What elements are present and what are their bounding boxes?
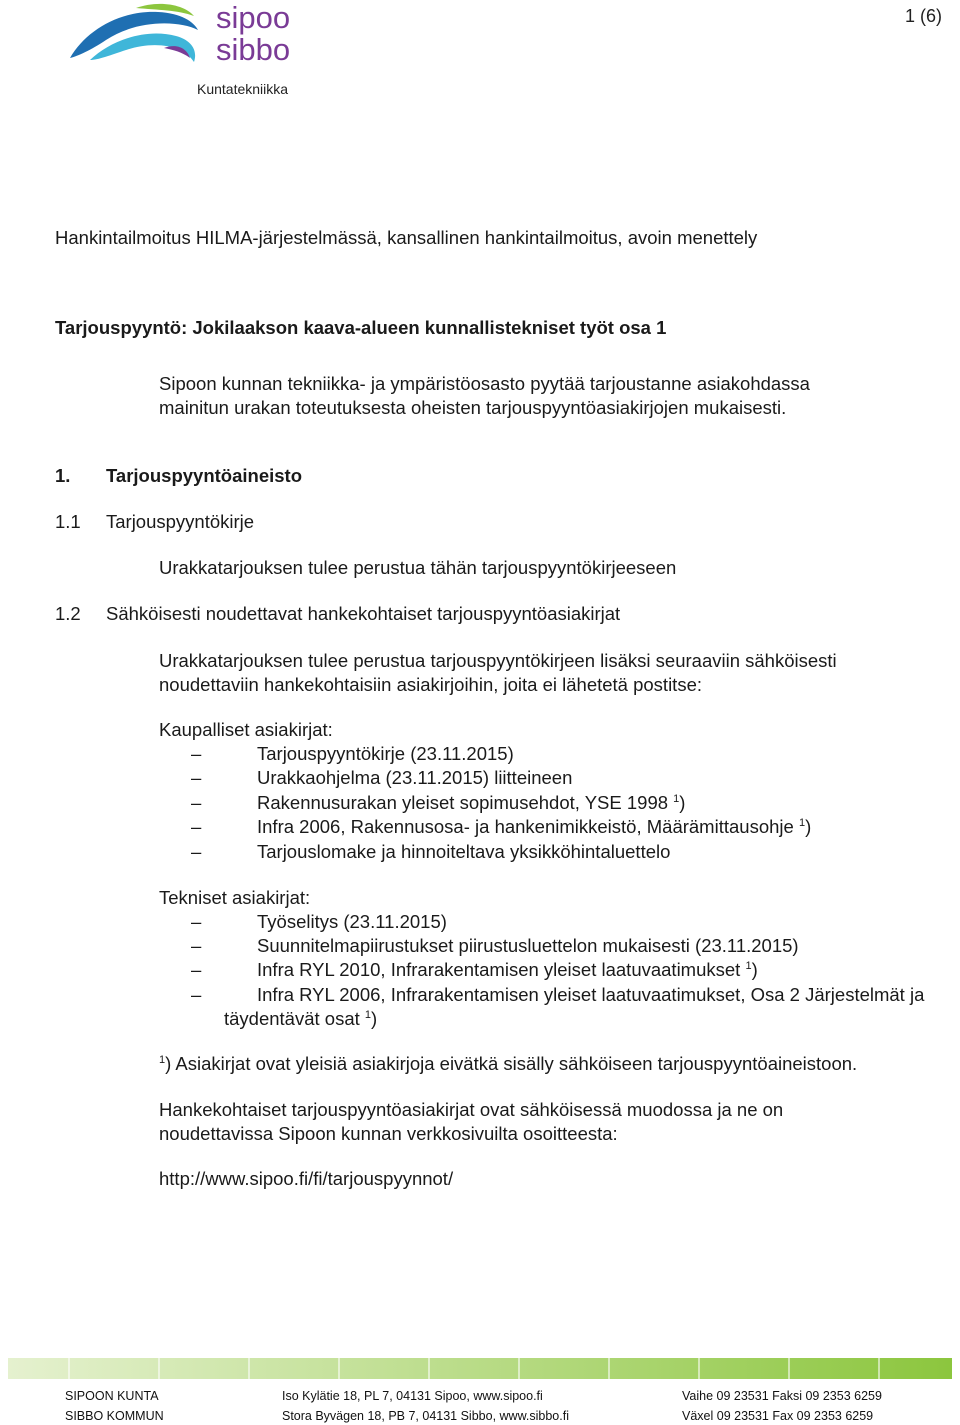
list-item: – Infra RYL 2010, Infrarakentamisen yleiset laatuvaatimukset $^1$) xyxy=(191,959,758,980)
list-dash: – xyxy=(191,816,202,837)
section-1-number: 1. xyxy=(55,465,71,486)
availability-line-2: noudettavissa Sipoon kunnan verkkosivuilta osoitteesta: xyxy=(159,1123,618,1144)
logo-text-sibbo: sibbo xyxy=(216,32,291,67)
department-label: Kuntatekniikka xyxy=(197,81,289,97)
list-item-continuation: täydentävät osat $^1$) xyxy=(224,1008,378,1029)
list-dash: – xyxy=(191,792,202,813)
list-item: – Infra 2006, Rakennusosa- ja hankenimikkeistö, Määrämittausohje $^1$) xyxy=(191,816,812,837)
list-dash: – xyxy=(191,743,202,764)
section-1-2-text-2: noudettaviin hankekohtaisiin asiakirjoihin, joita ei lähetetä postitse: xyxy=(159,674,703,695)
tender-url-link[interactable]: http://www.sipoo.fi/fi/tarjouspyynnot/ xyxy=(159,1168,454,1189)
technical-heading: Tekniset asiakirjat: xyxy=(159,887,311,908)
footer-org-fi: SIPOON KUNTA xyxy=(65,1389,159,1403)
wave-logo-icon xyxy=(66,0,206,72)
document-title: Hankintailmoitus HILMA-järjestelmässä, kansallinen hankintailmoitus, avoin menettely xyxy=(55,227,758,248)
list-item: – Tarjouslomake ja hinnoiteltava yksikköhintaluettelo xyxy=(191,841,671,862)
footnote-ref: 1 xyxy=(745,960,752,972)
footer-address-sv: Stora Byvägen 18, PB 7, 04131 Sibbo, www.sibbo.fi xyxy=(282,1409,569,1423)
intro-line-1: Sipoon kunnan tekniikka- ja ympäristöosasto pyytää tarjoustanne asiakohdassa xyxy=(159,373,810,394)
list-dash: – xyxy=(191,911,202,932)
list-item: – Rakennusurakan yleiset sopimusehdot, YSE 1998 $^1$) xyxy=(191,792,686,813)
availability-line-1: Hankekohtaiset tarjouspyyntöasiakirjat ovat sähköisessä muodossa ja ne on xyxy=(159,1099,784,1120)
list-dash: – xyxy=(191,767,202,788)
list-item: – Suunnitelmapiirustukset piirustusluettelon mukaisesti (23.11.2015) xyxy=(191,935,799,956)
footer-phone-sv: Växel 09 23531 Fax 09 2353 6259 xyxy=(682,1409,874,1423)
list-dash: – xyxy=(191,841,202,862)
intro-line-2: mainitun urakan toteutuksesta oheisten tarjouspyyntöasiakirjojen mukaisesti. xyxy=(159,397,787,418)
footer-org-sv: SIBBO KOMMUN xyxy=(65,1409,164,1423)
footnote-ref: 1 xyxy=(673,793,680,805)
page-number: 1 (6) xyxy=(904,6,942,26)
list-item: – Työselitys (23.11.2015) xyxy=(191,911,447,932)
list-dash: – xyxy=(191,984,202,1005)
footer-color-bar xyxy=(8,1358,952,1379)
list-dash: – xyxy=(191,935,202,956)
document-subject: Tarjouspyyntö: Jokilaakson kaava-alueen kunnallistekniset työt osa 1 xyxy=(55,317,667,338)
list-item: – Urakkaohjelma (23.11.2015) liitteineen xyxy=(191,767,573,788)
footer-address-fi: Iso Kylätie 18, PL 7, 04131 Sipoo, www.sipoo.fi xyxy=(282,1389,543,1403)
footnote-ref: 1 xyxy=(364,1009,372,1021)
sipoo-logo xyxy=(66,0,316,74)
section-1-1-number: 1.1 xyxy=(55,511,81,532)
list-item: – Tarjouspyyntökirje (23.11.2015) xyxy=(191,743,514,764)
section-1-1-title: Tarjouspyyntökirje xyxy=(106,511,255,532)
list-item: – Infra RYL 2006, Infrarakentamisen yleiset laatuvaatimukset, Osa 2 Järjestelmät ja xyxy=(191,984,925,1005)
footer-phone-fi: Vaihe 09 23531 Faksi 09 2353 6259 xyxy=(682,1389,882,1403)
footnote: $^1$) Asiakirjat ovat yleisiä asiakirjoja eivätkä sisälly sähköiseen tarjouspyyntöaineistoon. xyxy=(159,1053,858,1074)
section-1-2-title: Sähköisesti noudettavat hankekohtaiset tarjouspyyntöasiakirjat xyxy=(106,603,621,624)
section-1-1-text: Urakkatarjouksen tulee perustua tähän tarjouspyyntökirjeeseen xyxy=(159,557,677,578)
footnote-marker: 1 xyxy=(159,1054,166,1066)
section-1-2-text-1: Urakkatarjouksen tulee perustua tarjouspyyntökirjeen lisäksi seuraaviin sähköisesti xyxy=(159,650,837,671)
list-dash: – xyxy=(191,959,202,980)
section-1-2-number: 1.2 xyxy=(55,603,81,624)
section-1-title: Tarjouspyyntöaineisto xyxy=(106,465,302,486)
logo-text-sipoo: sipoo xyxy=(216,0,291,35)
footnote-ref: 1 xyxy=(798,817,806,829)
commercial-heading: Kaupalliset asiakirjat: xyxy=(159,719,333,740)
